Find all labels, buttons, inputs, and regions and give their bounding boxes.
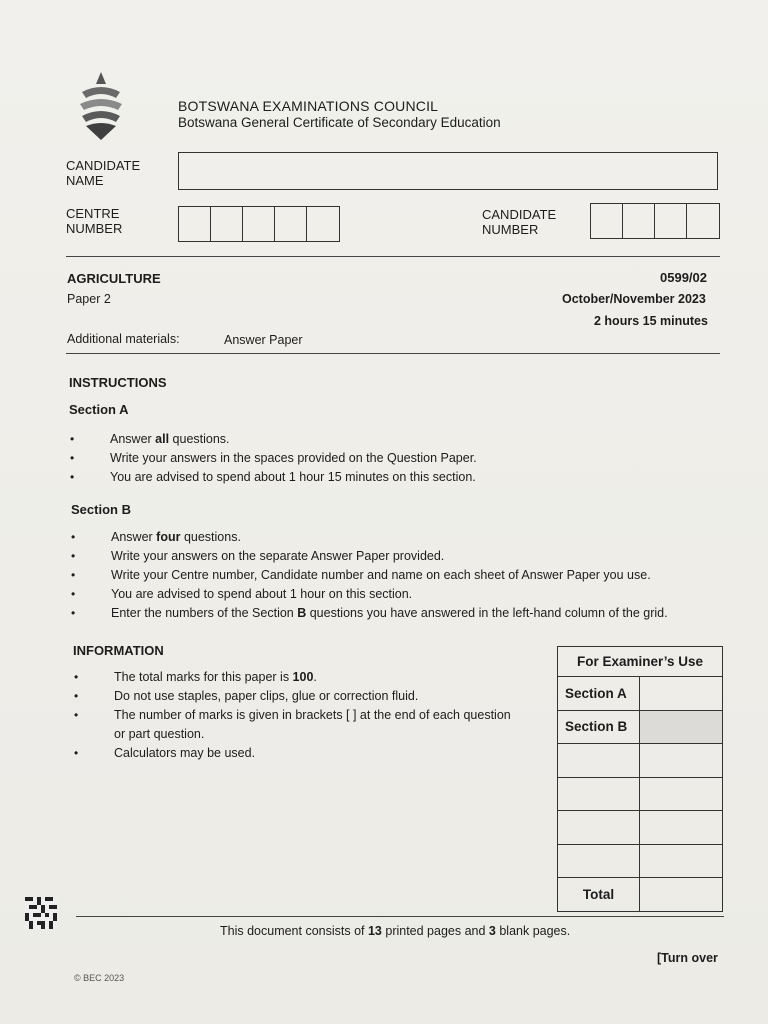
list-item: • Write your answers in the spaces provided on the Question Paper. <box>110 449 710 468</box>
question-mark-cell[interactable] <box>640 744 723 778</box>
paper-number: Paper 2 <box>67 292 111 306</box>
list-item: • The number of marks is given in brackets [ ] at the end of each question or part question. <box>114 706 544 744</box>
list-item: • You are advised to spend about 1 hour on this section. <box>111 585 731 604</box>
candidate-number-cell[interactable] <box>687 204 719 238</box>
certificate-name: Botswana General Certificate of Secondary Education <box>178 115 501 130</box>
section-b-instructions <box>111 528 731 623</box>
list-item: • Write your Centre number, Candidate number and name on each sheet of Answer Paper you use. <box>111 566 731 585</box>
section-a-mark-cell[interactable] <box>640 677 723 711</box>
subject-title: AGRICULTURE <box>67 271 161 286</box>
footer-divider <box>76 916 724 917</box>
candidate-number-label: CANDIDATE NUMBER <box>482 207 557 237</box>
exam-duration: 2 hours 15 minutes <box>594 314 708 328</box>
barcode-icon <box>25 897 57 929</box>
question-number-cell[interactable] <box>558 777 640 811</box>
question-number-cell[interactable] <box>558 844 640 878</box>
section-b-row-label: Section B <box>558 710 640 744</box>
additional-materials-label: Additional materials: <box>67 332 180 346</box>
instructions-heading: INSTRUCTIONS <box>69 375 167 390</box>
candidate-number-field[interactable] <box>590 203 720 239</box>
examiner-table-title: For Examiner’s Use <box>558 647 723 677</box>
section-a-row-label: Section A <box>558 677 640 711</box>
candidate-name-field[interactable] <box>178 152 718 190</box>
copyright: © BEC 2023 <box>74 973 125 983</box>
centre-number-cell[interactable] <box>179 207 211 241</box>
centre-number-field[interactable] <box>178 206 340 242</box>
list-item: • Enter the numbers of the Section B questions you have answered in the left-hand column of the grid. <box>111 604 731 623</box>
centre-number-cell[interactable] <box>243 207 275 241</box>
total-mark-cell[interactable] <box>640 878 723 912</box>
candidate-number-cell[interactable] <box>623 204 655 238</box>
list-item: • Answer all questions. <box>110 430 710 449</box>
question-number-cell[interactable] <box>558 811 640 845</box>
centre-number-cell[interactable] <box>275 207 307 241</box>
centre-number-label: CENTRE NUMBER <box>66 206 123 236</box>
candidate-name-label: CANDIDATE NAME <box>66 158 141 188</box>
turn-over-note: [Turn over <box>657 951 718 965</box>
information-heading: INFORMATION <box>73 643 164 658</box>
centre-number-cell[interactable] <box>307 207 339 241</box>
question-mark-cell[interactable] <box>640 844 723 878</box>
list-item: • The total marks for this paper is 100. <box>114 668 544 687</box>
question-number-cell[interactable] <box>558 744 640 778</box>
candidate-number-cell[interactable] <box>655 204 687 238</box>
candidate-number-cell[interactable] <box>591 204 623 238</box>
divider <box>66 353 720 354</box>
list-item: • Answer four questions. <box>111 528 731 547</box>
council-name: BOTSWANA EXAMINATIONS COUNCIL <box>178 98 439 114</box>
divider <box>66 256 720 257</box>
total-row-label: Total <box>558 878 640 912</box>
section-b-mark-cell <box>640 710 723 744</box>
page-count-note: This document consists of 13 printed pages and 3 blank pages. <box>220 924 571 938</box>
examiner-use-table <box>557 646 723 912</box>
list-item: • Do not use staples, paper clips, glue or correction fluid. <box>114 687 544 706</box>
section-a-heading: Section A <box>69 402 129 417</box>
list-item: • Calculators may be used. <box>114 744 544 763</box>
paper-code: 0599/02 <box>660 270 707 285</box>
list-item: • You are advised to spend about 1 hour 15 minutes on this section. <box>110 468 710 487</box>
centre-number-cell[interactable] <box>211 207 243 241</box>
information-list <box>114 668 544 763</box>
list-item: • Write your answers on the separate Answer Paper provided. <box>111 547 731 566</box>
section-b-heading: Section B <box>71 502 131 517</box>
question-mark-cell[interactable] <box>640 777 723 811</box>
bec-logo-icon <box>76 70 126 142</box>
question-mark-cell[interactable] <box>640 811 723 845</box>
exam-session: October/November 2023 <box>562 292 706 306</box>
section-a-instructions <box>110 430 710 487</box>
additional-materials-value: Answer Paper <box>224 333 303 347</box>
